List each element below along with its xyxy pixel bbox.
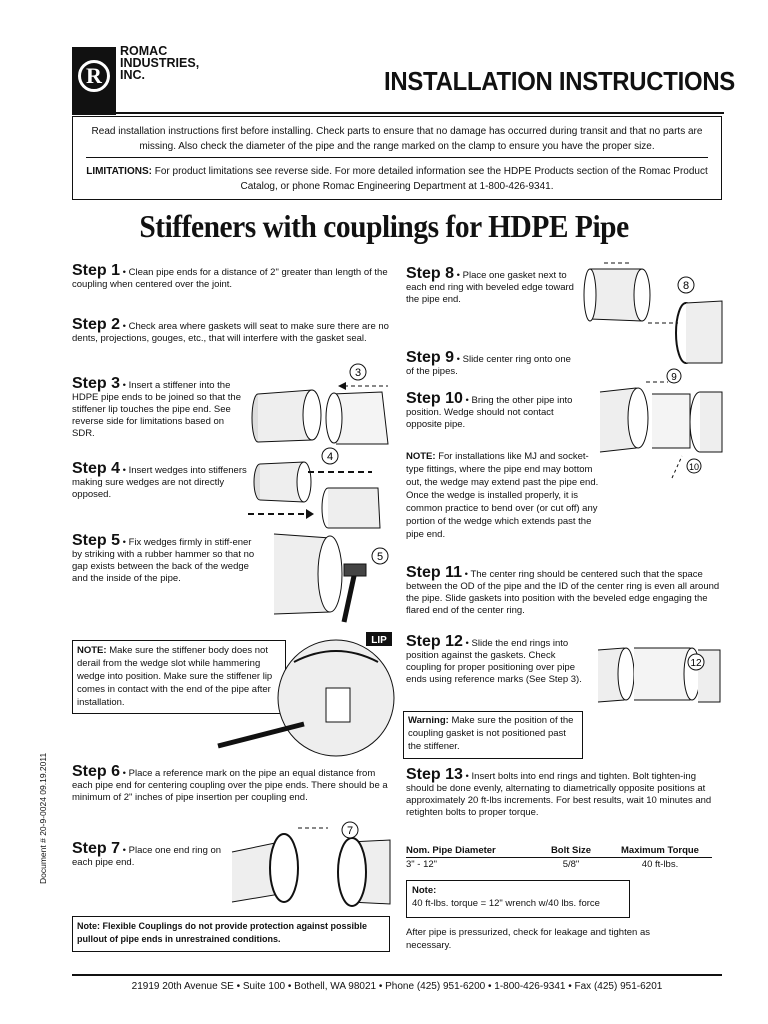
document-number: Document # 20-9-0024 09.19.2011 bbox=[38, 752, 48, 884]
step-2-text: Check area where gaskets will seat to make sure there are no dents, projections, gouges, etc., that will interfere with the gasket seal. bbox=[72, 321, 389, 344]
step-3-heading: Step 3 bbox=[72, 375, 121, 392]
bullet: • bbox=[120, 321, 129, 332]
step-3-text: Insert a stiffener into the HDPE pipe ends to be joined so that the stiffener lip touches the pipe end. See reverse side for limitations based on SDR. bbox=[72, 380, 242, 439]
footer-rule bbox=[72, 974, 722, 976]
step-13-text: Insert bolts into end rings and tighten. Bolt tighten-ing should be done evenly, alternating to diametrically opposite positions at approximately 20 ft-lbs increments. For best results, wait 10 minutes and retighten bolts to proper torque. bbox=[406, 771, 712, 818]
step-1 bbox=[72, 262, 390, 291]
main-title: Stiffeners with couplings for HDPE Pipe bbox=[139, 208, 629, 244]
illustration-lip bbox=[214, 632, 394, 754]
mj-note-text: For installations like MJ and socket-type fittings, where the pipe end may bottom out, the wedge may extend past the pipe end. Once the wedge is installed properly, it is common practice to bend over (or cut off) any portion of the wedge which extends past the pipe end. bbox=[406, 451, 599, 540]
company-line-2: INDUSTRIES, bbox=[120, 56, 200, 70]
bullet: • bbox=[120, 845, 129, 856]
lip-note-label: NOTE: bbox=[77, 645, 107, 656]
step-9 bbox=[406, 349, 576, 378]
step-5-text: Fix wedges firmly in stiff-ener by striking with a rubber hammer so that no gap exists between the back of the wedge and the inside of the pipe. bbox=[72, 537, 255, 584]
mj-note-label: NOTE: bbox=[406, 451, 436, 462]
bullet: • bbox=[120, 768, 129, 779]
step-7 bbox=[72, 840, 224, 869]
callout-12: 12 bbox=[690, 658, 702, 669]
step-6-heading: Step 6 bbox=[72, 763, 121, 780]
cell-pipe-diameter: 3" - 12" bbox=[406, 859, 438, 870]
warning-text: Make sure the position of the coupling gasket is not positioned past the stiffener. bbox=[408, 715, 574, 752]
step-12 bbox=[406, 633, 588, 686]
illustration-step-8 bbox=[582, 255, 722, 365]
lip-note-text: Make sure the stiffener body does not derail from the wedge slot while hammering wedge into position. Make sure the stiffener lip comes in contact with the end of the pipe after installation. bbox=[77, 645, 273, 708]
step-7-text: Place one end ring on each pipe end. bbox=[72, 845, 222, 868]
bullet: • bbox=[120, 380, 129, 391]
torque-table bbox=[406, 844, 712, 871]
step-9-text: Slide center ring onto one of the pipes. bbox=[406, 354, 571, 377]
step-6 bbox=[72, 763, 390, 804]
torque-note bbox=[406, 880, 630, 918]
bullet: • bbox=[120, 537, 129, 548]
step-11-heading: Step 11 bbox=[406, 564, 463, 581]
bullet: • bbox=[462, 569, 471, 580]
step-13 bbox=[406, 766, 722, 819]
callout-3: 3 bbox=[354, 367, 362, 379]
limitations-text bbox=[86, 164, 708, 194]
bullet: • bbox=[454, 354, 463, 365]
step-1-heading: Step 1 bbox=[72, 262, 121, 279]
step-4 bbox=[72, 460, 248, 501]
step-10-text: Bring the other pipe into position. Wedge should not contact opposite pipe. bbox=[406, 395, 573, 430]
step-11-text: The center ring should be centered such that the space between the OD of the pipe and the ID of the center ring is even all around the pipe. Slide gaskets into position with the beveled edge engaging the flared end of the center ring. bbox=[406, 569, 720, 616]
col-pipe-diameter: Nom. Pipe Diameter bbox=[406, 844, 534, 858]
callout-5: 5 bbox=[376, 551, 384, 563]
step-2 bbox=[72, 316, 390, 345]
step-5-heading: Step 5 bbox=[72, 532, 121, 549]
company-line-1: ROMAC bbox=[120, 44, 168, 58]
callout-8: 8 bbox=[682, 280, 690, 292]
limitations-label: LIMITATIONS: bbox=[86, 166, 152, 177]
step-1-text: Clean pipe ends for a distance of 2" greater than length of the coupling when centered over the joint. bbox=[72, 267, 388, 290]
step-10 bbox=[406, 390, 582, 431]
illustration-step-7 bbox=[230, 812, 392, 912]
illustration-step-3 bbox=[250, 362, 395, 458]
step-9-heading: Step 9 bbox=[406, 349, 455, 366]
limitations-body: For product limitations see reverse side. For more detailed information see the HDPE Products section of the Romac Product Catalog, or phone Romac Engineering Department at 1-800-426-9341. bbox=[151, 166, 708, 192]
warning-label: Warning: bbox=[408, 715, 449, 726]
step-7-heading: Step 7 bbox=[72, 840, 121, 857]
mj-note bbox=[406, 450, 602, 541]
step-11 bbox=[406, 564, 722, 617]
illustration-step-5 bbox=[270, 524, 394, 624]
bullet: • bbox=[462, 638, 472, 649]
torque-note-text: 40 ft-lbs. torque = 12" wrench w/40 lbs. force bbox=[412, 898, 600, 909]
step-12-text: Slide the end rings into position against the gaskets. Check coupling for proper positioning over pipe ends using reference marks (See Step 3). bbox=[406, 638, 582, 685]
step-3 bbox=[72, 375, 248, 440]
warning-box bbox=[403, 711, 583, 759]
cell-bolt-size: 5/8" bbox=[562, 859, 580, 870]
torque-note-label: Note: bbox=[412, 885, 437, 896]
intro-text: Read installation instructions first before installing. Check parts to ensure that no damage has occurred during transit and that no parts are missing. Also check the diameter of the pipe and the range marked on the clamp to ensure you have the proper size. bbox=[91, 126, 703, 152]
illustration-step-9-10 bbox=[596, 366, 722, 482]
intro-divider bbox=[86, 157, 708, 158]
company-line-3: INC. bbox=[120, 68, 145, 82]
callout-10: 10 bbox=[688, 462, 700, 472]
callout-4: 4 bbox=[326, 451, 334, 463]
col-bolt-size: Bolt Size bbox=[534, 844, 608, 858]
illustration-step-12 bbox=[594, 634, 722, 714]
step-8-text: Place one gasket next to each end ring with beveled edge toward the pipe end. bbox=[406, 270, 574, 305]
step-4-text: Insert wedges into stiffeners making sure wedges are not directly opposed. bbox=[72, 465, 247, 500]
bullet: • bbox=[120, 465, 129, 476]
flexible-coupling-note: Note: Flexible Couplings do not provide protection against possible pullout of pipe ends in unrestrained conditions. bbox=[72, 916, 390, 952]
step-13-heading: Step 13 bbox=[406, 766, 463, 783]
step-12-heading: Step 12 bbox=[406, 633, 463, 650]
bullet: • bbox=[462, 395, 472, 406]
step-6-text: Place a reference mark on the pipe an equal distance from each pipe end for centering coupling over the pipe ends. There should be a minimum of 2" inches of pipe insertion per coupling end. bbox=[72, 768, 388, 803]
callout-9: 9 bbox=[671, 372, 677, 383]
company-name bbox=[120, 45, 230, 81]
col-max-torque: Maximum Torque bbox=[608, 844, 712, 858]
step-8 bbox=[406, 265, 576, 306]
footer-address: 21919 20th Avenue SE • Suite 100 • Bothell, WA 98021 • Phone (425) 951-6200 • 1-800-426-9341 • Fax (425) 951-6201 bbox=[131, 981, 663, 992]
step-10-heading: Step 10 bbox=[406, 390, 463, 407]
header-rule bbox=[72, 112, 724, 114]
step-5 bbox=[72, 532, 262, 585]
bullet: • bbox=[454, 270, 463, 281]
callout-7: 7 bbox=[346, 825, 354, 837]
after-pressurized-text: After pipe is pressurized, check for leakage and tighten as necessary. bbox=[406, 927, 650, 951]
step-4-heading: Step 4 bbox=[72, 460, 121, 477]
step-2-heading: Step 2 bbox=[72, 316, 121, 333]
document-title: INSTALLATION INSTRUCTIONS bbox=[384, 66, 735, 96]
bullet: • bbox=[462, 771, 472, 782]
bullet: • bbox=[120, 267, 129, 278]
cell-max-torque: 40 ft-lbs. bbox=[641, 859, 679, 870]
romac-logo-mark: R bbox=[78, 60, 110, 92]
lip-tag: LIP bbox=[371, 635, 387, 646]
illustration-step-4 bbox=[248, 446, 388, 532]
step-8-heading: Step 8 bbox=[406, 265, 455, 282]
